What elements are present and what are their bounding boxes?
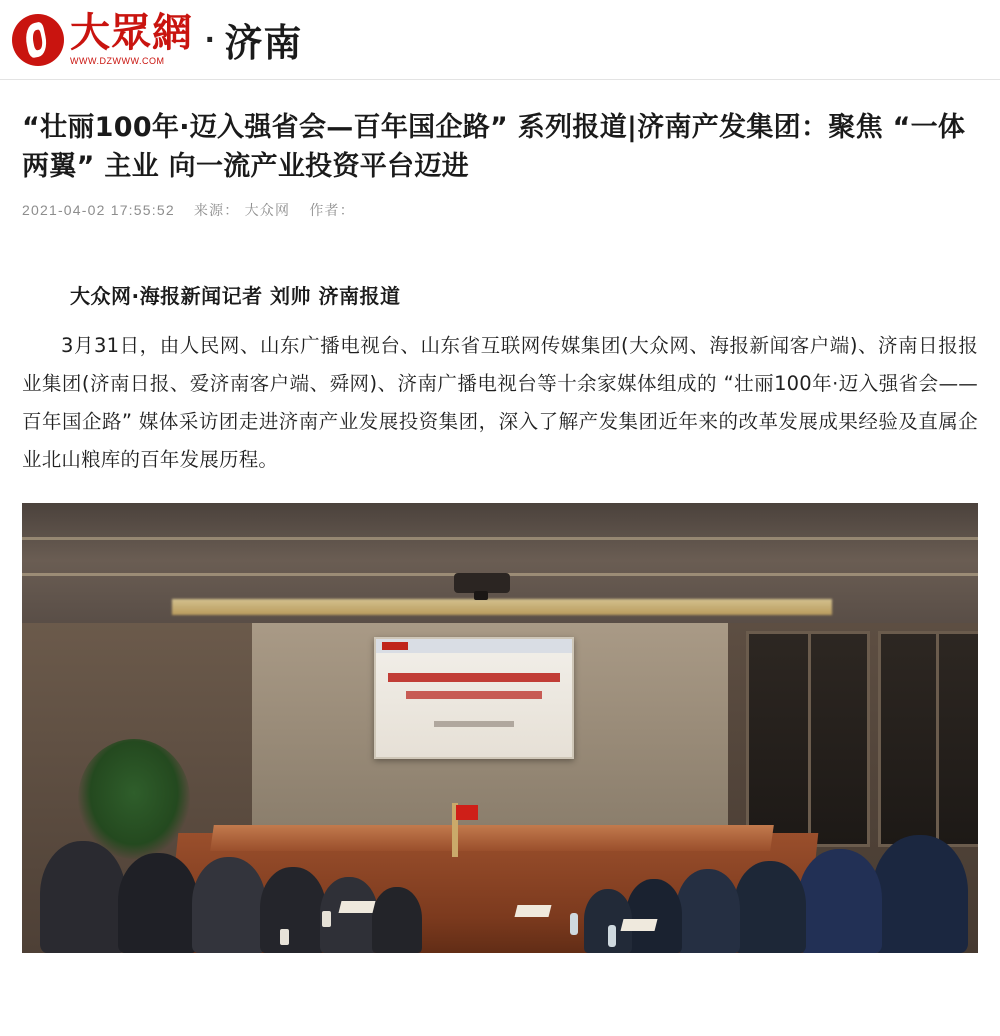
site-logo[interactable] [12,12,302,67]
logo-text-block [70,10,193,66]
projector-icon [454,573,510,593]
byline: 大众网·海报新闻记者 刘帅 济南报道 [70,284,401,309]
logo-divider: · [205,20,217,59]
meeting-room-photo [22,503,978,953]
article-container [0,80,1000,953]
article-paragraph: 3月31日，由人民网、山东广播电视台、山东省互联网传媒集团(大众网、海报新闻客户端)、济南日报报业集团(济南日报、爱济南客户端、舜网)、济南广播电视台等十余家媒体组成的 “壮丽100年·迈入强省会——百年国企路” 媒体采访团走进济南产业发展投资集团，深入了解产发集团近年来的改革发展成果经验及直属企业北山粮库的百年发展历程。 [22,334,978,472]
author-label: 作者： [309,202,355,219]
source-label: 来源： [193,202,240,219]
site-header [0,0,1000,80]
site-city-name: 济南 [224,21,303,65]
ceiling-cove-light [172,599,832,615]
projection-screen [374,637,574,759]
article-meta [22,200,978,220]
brand-name-cn: 大眾網 [70,10,193,56]
attendees [22,803,978,953]
dzwww-flame-logo-icon [12,14,64,66]
brand-url: WWW.DZWWW.COM [70,56,165,66]
source-value[interactable]: 大众网 [244,202,291,219]
publish-datetime: 2021-04-02 17:55:52 [22,202,175,219]
page-title: “壮丽100年·迈入强省会—百年国企路” 系列报道|济南产发集团：聚焦 “一体两翼” 主业 向一流产业投资平台迈进 [22,112,966,183]
